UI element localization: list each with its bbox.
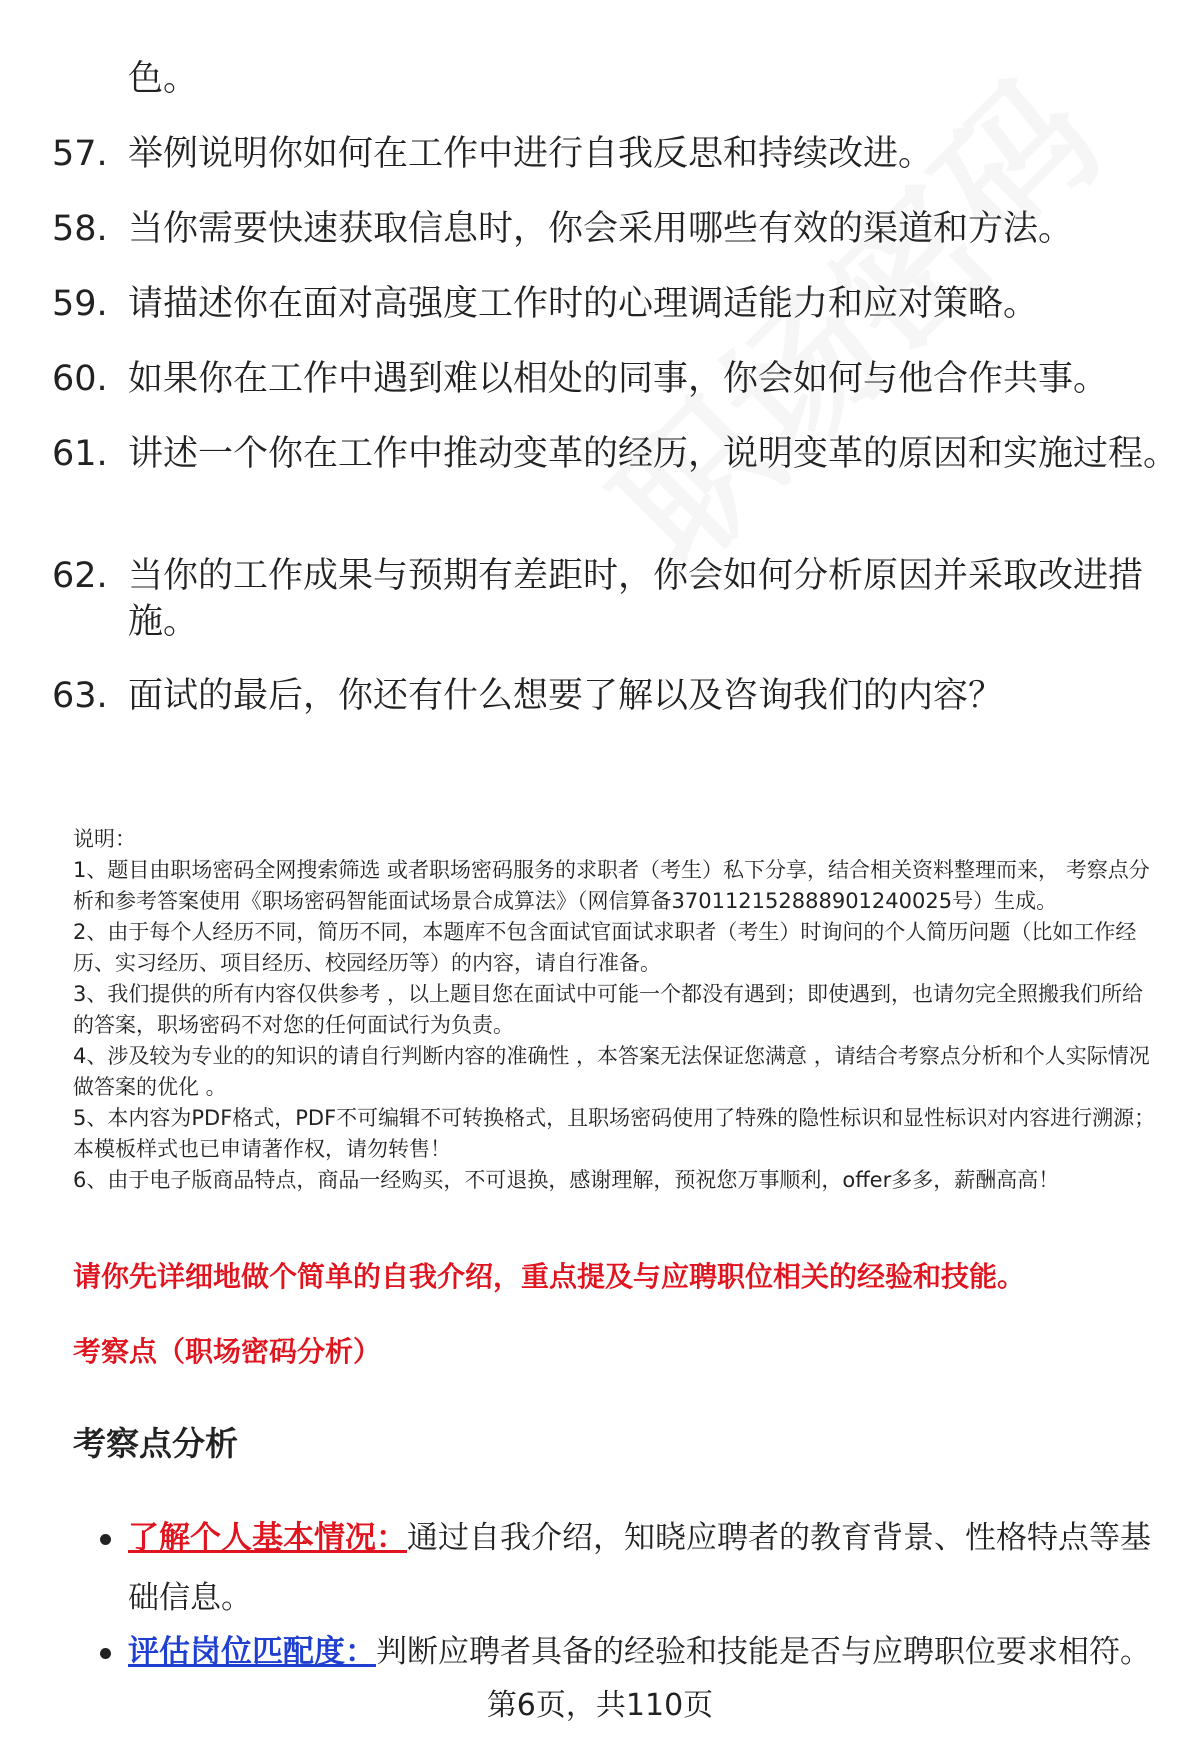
note-item: 2、由于每个人经历不同，简历不同，本题库不包含面试官面试求职者（考生）时询问的个人简历问题（比如工作经历、实习经历、项目经历、校园经历等）的内容，请自行准备。: [73, 920, 1137, 975]
interview-question-heading: 请你先详细地做个简单的自我介绍，重点提及与应聘职位相关的经验和技能。: [73, 1260, 1026, 1293]
question-text: 请描述你在面对高强度工作时的心理调适能力和应对策略。: [128, 284, 1039, 324]
bullet-text: 判断应聘者具备的经验和技能是否与应聘职位要求相符。: [376, 1634, 1151, 1670]
question-number: 59.: [52, 284, 108, 324]
question-text: 面试的最后，你还有什么想要了解以及咨询我们的内容？: [128, 676, 1004, 716]
question-number: 62.: [52, 556, 108, 596]
page-footer: 第6页，共110页: [486, 1688, 714, 1723]
note-item: 3、我们提供的所有内容仅供参考 ，以上题目您在面试中可能一个都没有遇到；即使遇到，也请勿完全照搬我们所给的答案，职场密码不对您的任何面试行为负责。: [73, 982, 1144, 1037]
question-number: 61.: [52, 434, 108, 474]
bullet-label: 了解个人基本情况：: [128, 1520, 407, 1556]
note-item: 6、由于电子版商品特点，商品一经购买，不可退换，感谢理解，预祝您万事顺利，offer多多，薪酬高高！: [73, 1168, 1060, 1192]
question-number: 58.: [52, 209, 108, 249]
question-text: 当你的工作成果与预期有差距时，你会如何分析原因并采取改进措施。: [128, 556, 1144, 642]
disclaimer-notes: [73, 824, 1163, 1196]
bullet-dot-icon: [100, 1534, 111, 1545]
analysis-subheading: 考察点（职场密码分析）: [73, 1335, 382, 1368]
question-text: 色。: [128, 59, 199, 99]
bullet-item: [100, 1622, 1160, 1682]
question-text: 讲述一个你在工作中推动变革的经历，说明变革的原因和实施过程。: [128, 434, 1179, 474]
bullet-label: 评估岗位匹配度：: [128, 1634, 376, 1670]
note-item: 5、本内容为PDF格式，PDF不可编辑不可转换格式，且职场密码使用了特殊的隐性标识和显性标识对内容进行溯源；本模板样式也已申请著作权，请勿转售！: [73, 1106, 1156, 1161]
question-number: 57.: [52, 134, 108, 174]
question-text: 举例说明你如何在工作中进行自我反思和持续改进。: [128, 134, 934, 174]
question-text: 当你需要快速获取信息时，你会采用哪些有效的渠道和方法。: [128, 209, 1074, 249]
note-item: 1、题目由职场密码全网搜索筛选 或者职场密码服务的求职者（考生）私下分享，结合相关资料整理而来， 考察点分析和参考答案使用《职场密码智能面试场景合成算法》（网信算备370112152888901240025号）生成。: [73, 858, 1150, 913]
notes-title: 说明：: [73, 827, 136, 851]
bullet-item: [100, 1508, 1160, 1628]
bullet-text: 通过自我介绍，知晓应聘者的教育背景、性格特点等基础信息。: [128, 1520, 1151, 1616]
question-number: 60.: [52, 359, 108, 399]
bullet-dot-icon: [100, 1648, 111, 1659]
question-number: 63.: [52, 676, 108, 716]
note-item: 4、涉及较为专业的的知识的请自行判断内容的准确性 ，本答案无法保证您满意 ，请结合考察点分析和个人实际情况做答案的优化 。: [73, 1044, 1150, 1099]
question-text: 如果你在工作中遇到难以相处的同事，你会如何与他合作共事。: [128, 359, 1109, 399]
section-heading: 考察点分析: [73, 1424, 238, 1463]
